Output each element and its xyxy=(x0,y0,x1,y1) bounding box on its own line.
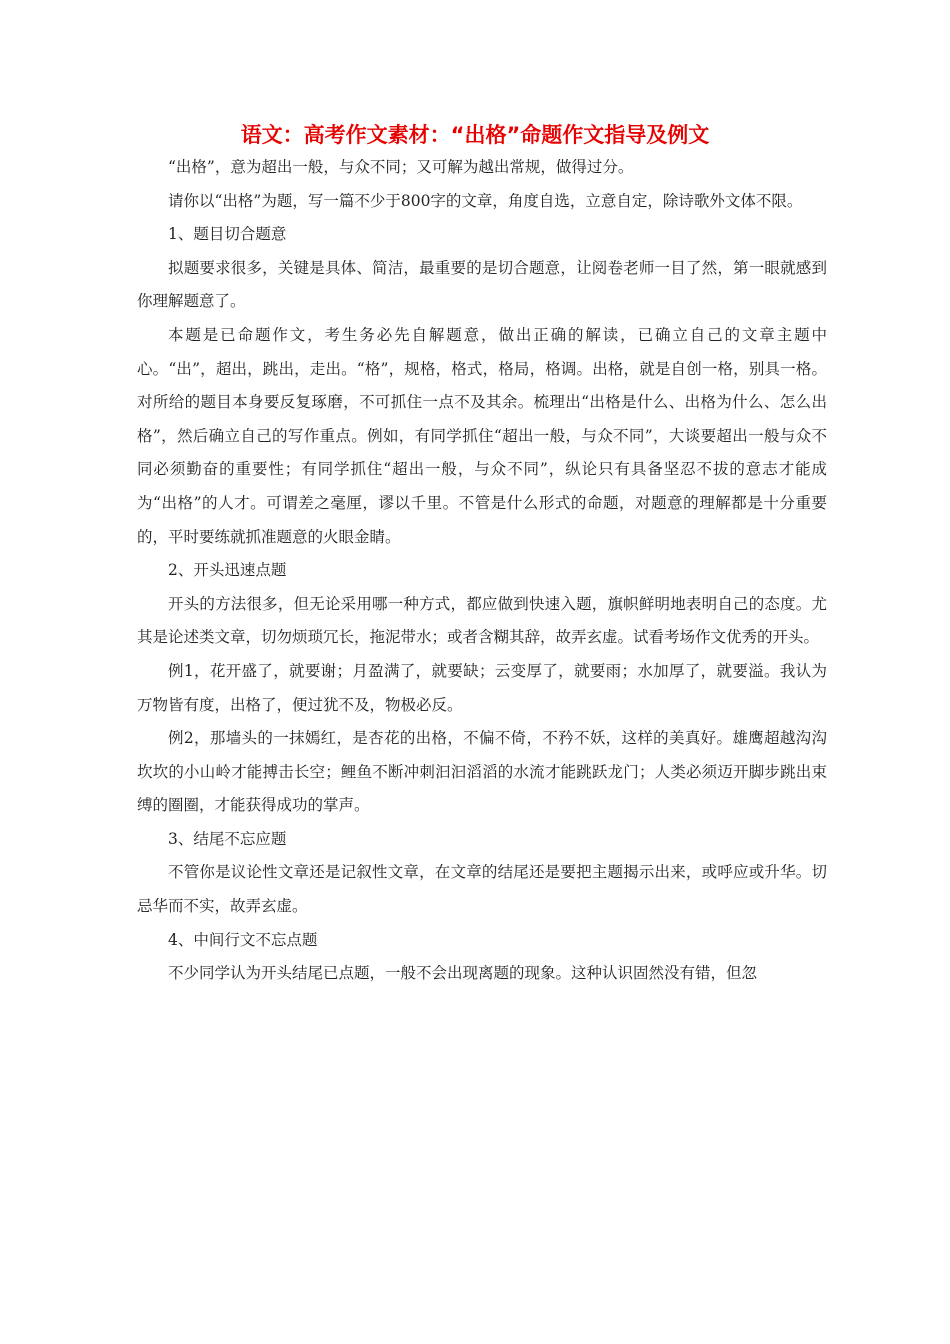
paragraph-definition: “出格”，意为超出一般，与众不同；又可解为越出常规，做得过分。 xyxy=(168,158,634,176)
paragraph-prompt: 请你以“出格”为题，写一篇不少于800字的文章，角度自选，立意自定，除诗歌外文体不限。 xyxy=(168,191,803,210)
paragraph-topic-analysis: 本题是已命题作文，考生务必先自解题意，做出正确的解读，已确立自己的文章主题中心。“出”，超出，跳出，走出。“格”，规格，格式，格局，格调。出格，就是自创一格，别具一格。对所给的题目本身要反复琢磨，不可抓住一点不及其余。梳理出“出格是什么、出格为什么、怎么出格”，然后确立自己的写作重点。例如，有同学抓住“超出一般，与众不同”，大谈要超出一般与众不同必须勤奋的重要性；有同学抓住“超出一般，与众不同”，纵论只有具备坚忍不拔的意志才能成为“出格”的人才。可谓差之毫厘，谬以千里。不管是什么形式的命题，对题意的理解都是十分重要的，平时要练就抓准题意的火眼金睛。 xyxy=(137,325,827,546)
section-heading-1: 1、题目切合题意 xyxy=(168,225,287,244)
paragraph-opening-tips: 开头的方法很多，但无论采用哪一种方式，都应做到快速入题，旗帜鲜明地表明自己的态度。尤其是论述类文章，切勿烦琐冗长，拖泥带水；或者含糊其辞，故弄玄虚。试看考场作文优秀的开头。 xyxy=(137,594,827,647)
document-body xyxy=(137,151,827,991)
paragraph-middle-tips: 不少同学认为开头结尾已点题，一般不会出现离题的现象。这种认识固然没有错，但忽 xyxy=(168,964,758,983)
section-heading-4: 4、中间行文不忘点题 xyxy=(168,930,318,949)
paragraph-ending-tips: 不管你是议论性文章还是记叙性文章，在文章的结尾还是要把主题揭示出来，或呼应或升华。切忌华而不实，故弄玄虚。 xyxy=(137,863,827,916)
section-heading-3: 3、结尾不忘应题 xyxy=(168,829,287,848)
paragraph-example-1: 例1，花开盛了，就要谢；月盈满了，就要缺；云变厚了，就要雨；水加厚了，就要溢。我认为万物皆有度，出格了，便过犹不及，物极必反。 xyxy=(137,661,827,714)
paragraph-title-tips: 拟题要求很多，关键是具体、简洁，最重要的是切合题意，让阅卷老师一目了然，第一眼就感到你理解题意了。 xyxy=(137,258,827,311)
document-title: 语文：高考作文素材：“出格”命题作文指导及例文 xyxy=(240,123,710,147)
paragraph-example-2: 例2，那墙头的一抹嫣红，是杏花的出格，不偏不倚，不矜不妖，这样的美真好。雄鹰超越沟沟坎坎的小山岭才能搏击长空；鲤鱼不断冲刺汩汩滔滔的水流才能跳跃龙门；人类必须迈开脚步跳出束缚的圈圈，才能获得成功的掌声。 xyxy=(137,729,827,815)
section-heading-2: 2、开头迅速点题 xyxy=(168,561,287,580)
